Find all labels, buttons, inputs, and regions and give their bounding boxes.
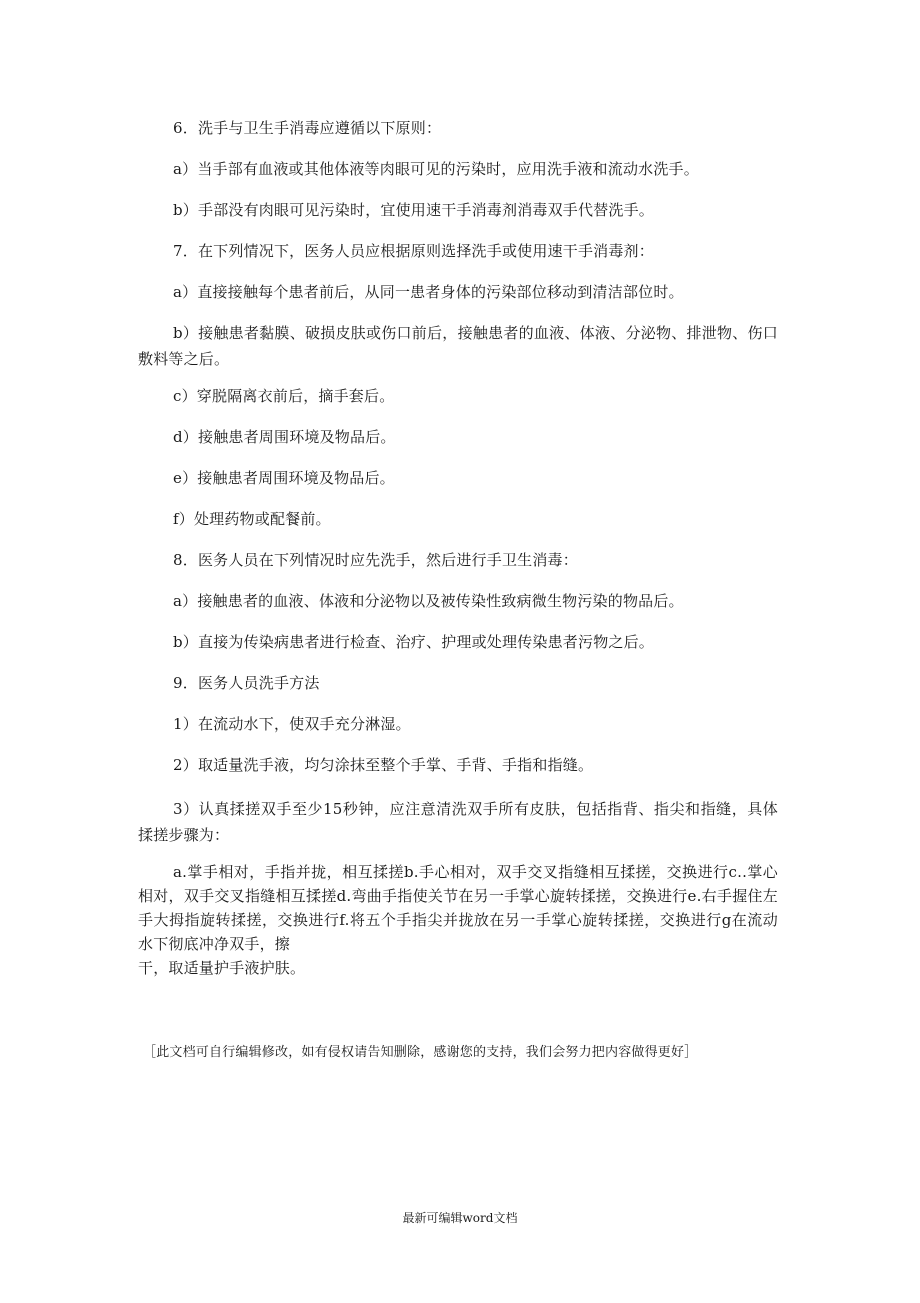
paragraph-9-step1: 1）在流动水下，使双手充分淋湿。	[173, 715, 411, 733]
paragraph-8a: a）接触患者的血液、体液和分泌物以及被传染性致病微生物污染的物品后。	[173, 592, 684, 610]
paragraph-9-step3: 3）认真揉搓双手至少15秒钟，应注意清洗双手所有皮肤，包括指背、指尖和指缝，具体揉搓步骤为：	[138, 800, 778, 844]
paragraph-9-step2: 2）取适量洗手液，均匀涂抹至整个手掌、手背、手指和指缝。	[173, 756, 594, 774]
page-footer: 最新可编辑word文档	[402, 1211, 518, 1225]
paragraph-6a: a）当手部有血液或其他体液等肉眼可见的污染时，应用洗手液和流动水洗手。	[173, 160, 699, 178]
paragraph-7f: f）处理药物或配餐前。	[173, 510, 331, 528]
heading-item-7: 7．在下列情况下，医务人员应根据原则选择洗手或使用速干手消毒剂：	[173, 242, 654, 260]
paragraph-9-rub-steps: a.掌手相对，手指并拢，相互揉搓b.手心相对，双手交叉指缝相互揉搓，交换进行c..掌心相对，双手交叉指缝相互揉搓d.弯曲手指使关节在另一手掌心旋转揉搓，交换进行e.右手握住左手大拇指旋转揉搓，交换进行f.将五个手指尖并拢放在另一手掌心旋转揉搓，交换进行g在流动水下彻底冲净双手，擦	[138, 863, 778, 953]
heading-item-9: 9．医务人员洗手方法	[173, 674, 320, 692]
paragraph-7a: a）直接接触每个患者前后，从同一患者身体的污染部位移动到清洁部位时。	[173, 283, 684, 301]
heading-item-6: 6．洗手与卫生手消毒应遵循以下原则：	[173, 119, 442, 137]
paragraph-7b: b）接触患者黏膜、破损皮肤或伤口前后，接触患者的血液、体液、分泌物、排泄物、伤口敷料等之后。	[138, 324, 778, 368]
paragraph-8b: b）直接为传染病患者进行检查、治疗、护理或处理传染患者污物之后。	[173, 633, 655, 651]
paragraph-9-continuation: 干，取适量护手液护肤。	[138, 959, 306, 977]
paragraph-6b: b）手部没有肉眼可见污染时，宜使用速干手消毒剂消毒双手代替洗手。	[173, 201, 655, 219]
heading-item-8: 8．医务人员在下列情况时应先洗手，然后进行手卫生消毒：	[173, 551, 578, 569]
paragraph-7c: c）穿脱隔离衣前后，摘手套后。	[173, 387, 395, 405]
editable-note: ［此文档可自行编辑修改，如有侵权请告知删除，感谢您的支持，我们会努力把内容做得更好］	[143, 1045, 698, 1060]
paragraph-7e: e）接触患者周围环境及物品后。	[173, 469, 395, 487]
paragraph-7d: d）接触患者周围环境及物品后。	[173, 428, 396, 446]
